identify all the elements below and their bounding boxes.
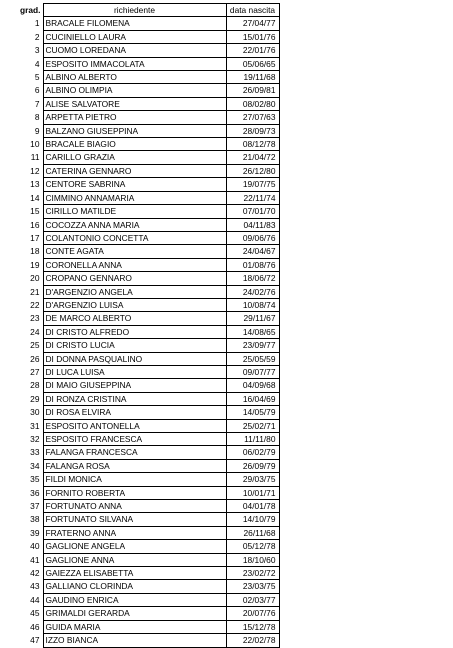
rank-cell: 5	[34, 72, 40, 83]
table-row	[0, 379, 279, 392]
rank-cell: 40	[30, 541, 40, 552]
table-row	[0, 540, 279, 553]
birthdate-cell: 26/12/80	[226, 164, 279, 177]
rank-cell: 21	[30, 286, 40, 297]
name-cell: FILDI MONICA	[43, 473, 226, 486]
table-row	[0, 138, 279, 151]
table-row	[0, 71, 279, 84]
birthdate-cell: 27/04/77	[226, 17, 279, 30]
birthdate-cell: 24/04/67	[226, 245, 279, 258]
name-cell: CUOMO LOREDANA	[43, 44, 226, 57]
name-cell: BRACALE BIAGIO	[43, 138, 226, 151]
rank-cell: 42	[30, 568, 40, 579]
table-row	[0, 419, 279, 432]
birthdate-cell: 29/11/67	[226, 312, 279, 325]
table-row	[0, 57, 279, 70]
name-cell: GUIDA MARIA	[43, 620, 226, 633]
table-row	[0, 97, 279, 110]
rank-cell: 23	[30, 313, 40, 324]
rank-cell: 28	[30, 380, 40, 391]
rank-cell: 39	[30, 527, 40, 538]
table-row	[0, 44, 279, 57]
rank-cell: 34	[30, 460, 40, 471]
table-row	[0, 178, 279, 191]
birthdate-cell: 23/09/77	[226, 339, 279, 352]
rank-cell: 25	[30, 340, 40, 351]
name-cell: FORNITO ROBERTA	[43, 486, 226, 499]
birthdate-cell: 07/01/70	[226, 205, 279, 218]
name-cell: ALBINO OLIMPIA	[43, 84, 226, 97]
birthdate-cell: 24/02/76	[226, 285, 279, 298]
birthdate-cell: 25/05/59	[226, 352, 279, 365]
birthdate-cell: 05/12/78	[226, 540, 279, 553]
rank-cell: 9	[34, 125, 40, 136]
rank-cell: 14	[30, 192, 40, 203]
birthdate-cell: 05/06/65	[226, 57, 279, 70]
birthdate-cell: 04/09/68	[226, 379, 279, 392]
rank-cell: 24	[30, 326, 40, 337]
name-cell: ALBINO ALBERTO	[43, 71, 226, 84]
rank-cell: 32	[30, 434, 40, 444]
rank-cell: 45	[30, 608, 40, 619]
name-cell: D'ARGENZIO LUISA	[43, 298, 226, 311]
birthdate-cell: 01/08/76	[226, 258, 279, 271]
birthdate-cell: 04/01/78	[226, 500, 279, 513]
rank-cell: 8	[34, 112, 40, 123]
name-cell: DI CRISTO ALFREDO	[43, 325, 226, 338]
table-row	[0, 446, 279, 459]
rank-cell: 30	[30, 407, 40, 418]
rank-cell: 37	[30, 501, 40, 512]
ranking-table	[0, 3, 280, 648]
name-cell: D'ARGENZIO ANGELA	[43, 285, 226, 298]
table-row	[0, 580, 279, 593]
rank-cell: 36	[30, 487, 40, 498]
rank-cell: 27	[30, 366, 40, 377]
header-row	[0, 4, 279, 17]
table-row	[0, 392, 279, 405]
name-cell: BALZANO GIUSEPPINA	[43, 124, 226, 137]
name-cell: DI CRISTO LUCIA	[43, 339, 226, 352]
rank-cell: 22	[30, 299, 40, 310]
name-cell: DI RONZA CRISTINA	[43, 392, 226, 405]
birthdate-cell: 19/11/68	[226, 71, 279, 84]
table-row	[0, 339, 279, 352]
birthdate-cell: 15/01/76	[226, 30, 279, 43]
table-row	[0, 231, 279, 244]
birthdate-cell: 25/02/71	[226, 419, 279, 432]
birthdate-cell: 15/12/78	[226, 620, 279, 633]
rank-cell: 17	[30, 232, 40, 243]
table-row	[0, 325, 279, 338]
rank-cell: 16	[30, 219, 40, 230]
table-row	[0, 433, 279, 446]
table-row	[0, 312, 279, 325]
name-cell: CIRILLO MATILDE	[43, 205, 226, 218]
rank-cell: 12	[30, 165, 40, 176]
table-row	[0, 620, 279, 633]
name-cell: ESPOSITO ANTONELLA	[43, 419, 226, 432]
birthdate-cell: 22/01/76	[226, 44, 279, 57]
birthdate-cell: 18/10/60	[226, 553, 279, 566]
rank-cell: 38	[30, 514, 40, 525]
rank-cell: 2	[34, 31, 40, 42]
name-cell: FRATERNO ANNA	[43, 526, 226, 539]
birthdate-cell: 23/02/72	[226, 567, 279, 580]
table-row	[0, 84, 279, 97]
birthdate-cell: 23/03/75	[226, 580, 279, 593]
rank-cell: 41	[30, 554, 40, 565]
name-cell: CONTE AGATA	[43, 245, 226, 258]
birthdate-cell: 10/08/74	[226, 298, 279, 311]
table-row	[0, 352, 279, 365]
name-cell: CARILLO GRAZIA	[43, 151, 226, 164]
rank-cell: 11	[30, 152, 40, 163]
table-row	[0, 500, 279, 513]
table-row	[0, 258, 279, 271]
birthdate-cell: 14/10/79	[226, 513, 279, 526]
rank-cell: 19	[30, 259, 40, 270]
birthdate-cell: 14/08/65	[226, 325, 279, 338]
name-cell: FORTUNATO SILVANA	[43, 513, 226, 526]
rank-cell: 31	[30, 420, 40, 431]
table-row	[0, 30, 279, 43]
name-cell: CUCINIELLO LAURA	[43, 30, 226, 43]
rank-cell: 33	[30, 447, 40, 458]
header-grad: grad.	[20, 5, 41, 15]
name-cell: ARPETTA PIETRO	[43, 111, 226, 124]
birthdate-cell: 08/02/80	[226, 97, 279, 110]
birthdate-cell: 28/09/73	[226, 124, 279, 137]
table-row	[0, 553, 279, 566]
name-cell: GAUDINO ENRICA	[43, 593, 226, 606]
header-richiedente: richiedente	[43, 4, 226, 17]
table-row	[0, 205, 279, 218]
birthdate-cell: 09/06/76	[226, 231, 279, 244]
table-row	[0, 272, 279, 285]
table-row	[0, 567, 279, 580]
rank-cell: 7	[34, 98, 40, 109]
table-row	[0, 607, 279, 620]
birthdate-cell: 02/03/77	[226, 593, 279, 606]
rank-cell: 26	[30, 353, 40, 364]
rank-cell: 20	[30, 273, 40, 284]
birthdate-cell: 26/11/68	[226, 526, 279, 539]
table-row	[0, 111, 279, 124]
birthdate-cell: 18/06/72	[226, 272, 279, 285]
name-cell: DE MARCO ALBERTO	[43, 312, 226, 325]
name-cell: DI DONNA PASQUALINO	[43, 352, 226, 365]
birthdate-cell: 20/07/76	[226, 607, 279, 620]
birthdate-cell: 16/04/69	[226, 392, 279, 405]
name-cell: ALISE SALVATORE	[43, 97, 226, 110]
birthdate-cell: 09/07/77	[226, 365, 279, 378]
rank-cell: 29	[30, 393, 40, 404]
rank-cell: 1	[34, 18, 40, 29]
table-row	[0, 459, 279, 472]
rank-cell: 10	[30, 139, 40, 150]
rank-cell: 6	[34, 85, 40, 96]
name-cell: CROPANO GENNARO	[43, 272, 226, 285]
name-cell: FALANGA ROSA	[43, 459, 226, 472]
birthdate-cell: 21/04/72	[226, 151, 279, 164]
table-row	[0, 473, 279, 486]
name-cell: BRACALE FILOMENA	[43, 17, 226, 30]
rank-cell: 47	[30, 635, 40, 646]
table-row	[0, 593, 279, 606]
name-cell: GAGLIONE ANGELA	[43, 540, 226, 553]
table-row	[0, 486, 279, 499]
birthdate-cell: 14/05/79	[226, 406, 279, 419]
table-row	[0, 164, 279, 177]
table-body	[0, 17, 279, 647]
table-row	[0, 526, 279, 539]
name-cell: GAIEZZA ELISABETTA	[43, 567, 226, 580]
table-row	[0, 191, 279, 204]
name-cell: CENTORE SABRINA	[43, 178, 226, 191]
name-cell: GRIMALDI GERARDA	[43, 607, 226, 620]
birthdate-cell: 11/11/80	[226, 433, 279, 446]
birthdate-cell: 29/03/75	[226, 473, 279, 486]
rank-cell: 35	[30, 474, 40, 485]
birthdate-cell: 22/02/78	[226, 634, 279, 647]
name-cell: IZZO BIANCA	[43, 634, 226, 647]
rank-cell: 44	[30, 594, 40, 605]
birthdate-cell: 08/12/78	[226, 138, 279, 151]
name-cell: DI ROSA ELVIRA	[43, 406, 226, 419]
table-row	[0, 285, 279, 298]
name-cell: CIMMINO ANNAMARIA	[43, 191, 226, 204]
rank-cell: 43	[30, 581, 40, 592]
rank-cell: 18	[30, 246, 40, 257]
name-cell: GAGLIONE ANNA	[43, 553, 226, 566]
rank-cell: 13	[30, 179, 40, 190]
name-cell: FALANGA FRANCESCA	[43, 446, 226, 459]
birthdate-cell: 26/09/79	[226, 459, 279, 472]
table-row	[0, 634, 279, 647]
name-cell: CATERINA GENNARO	[43, 164, 226, 177]
name-cell: ESPOSITO FRANCESCA	[43, 433, 226, 446]
table-row	[0, 513, 279, 526]
header-data-nascita: data nascita	[226, 4, 279, 17]
name-cell: GALLIANO CLORINDA	[43, 580, 226, 593]
name-cell: CORONELLA ANNA	[43, 258, 226, 271]
birthdate-cell: 04/11/83	[226, 218, 279, 231]
table-row	[0, 406, 279, 419]
rank-cell: 15	[30, 206, 40, 217]
table-row	[0, 245, 279, 258]
table-row	[0, 151, 279, 164]
rank-cell: 4	[34, 58, 40, 69]
rank-cell: 3	[34, 45, 40, 56]
table-row	[0, 365, 279, 378]
name-cell: DI LUCA LUISA	[43, 365, 226, 378]
spreadsheet-page	[0, 3, 280, 648]
name-cell: ESPOSITO IMMACOLATA	[43, 57, 226, 70]
name-cell: FORTUNATO ANNA	[43, 500, 226, 513]
birthdate-cell: 27/07/63	[226, 111, 279, 124]
name-cell: COLANTONIO CONCETTA	[43, 231, 226, 244]
birthdate-cell: 19/07/75	[226, 178, 279, 191]
birthdate-cell: 06/02/79	[226, 446, 279, 459]
rank-cell: 46	[30, 621, 40, 632]
table-row	[0, 218, 279, 231]
name-cell: DI MAIO GIUSEPPINA	[43, 379, 226, 392]
table-row	[0, 17, 279, 30]
birthdate-cell: 10/01/71	[226, 486, 279, 499]
birthdate-cell: 22/11/74	[226, 191, 279, 204]
table-row	[0, 298, 279, 311]
table-row	[0, 124, 279, 137]
birthdate-cell: 26/09/81	[226, 84, 279, 97]
name-cell: COCOZZA ANNA MARIA	[43, 218, 226, 231]
